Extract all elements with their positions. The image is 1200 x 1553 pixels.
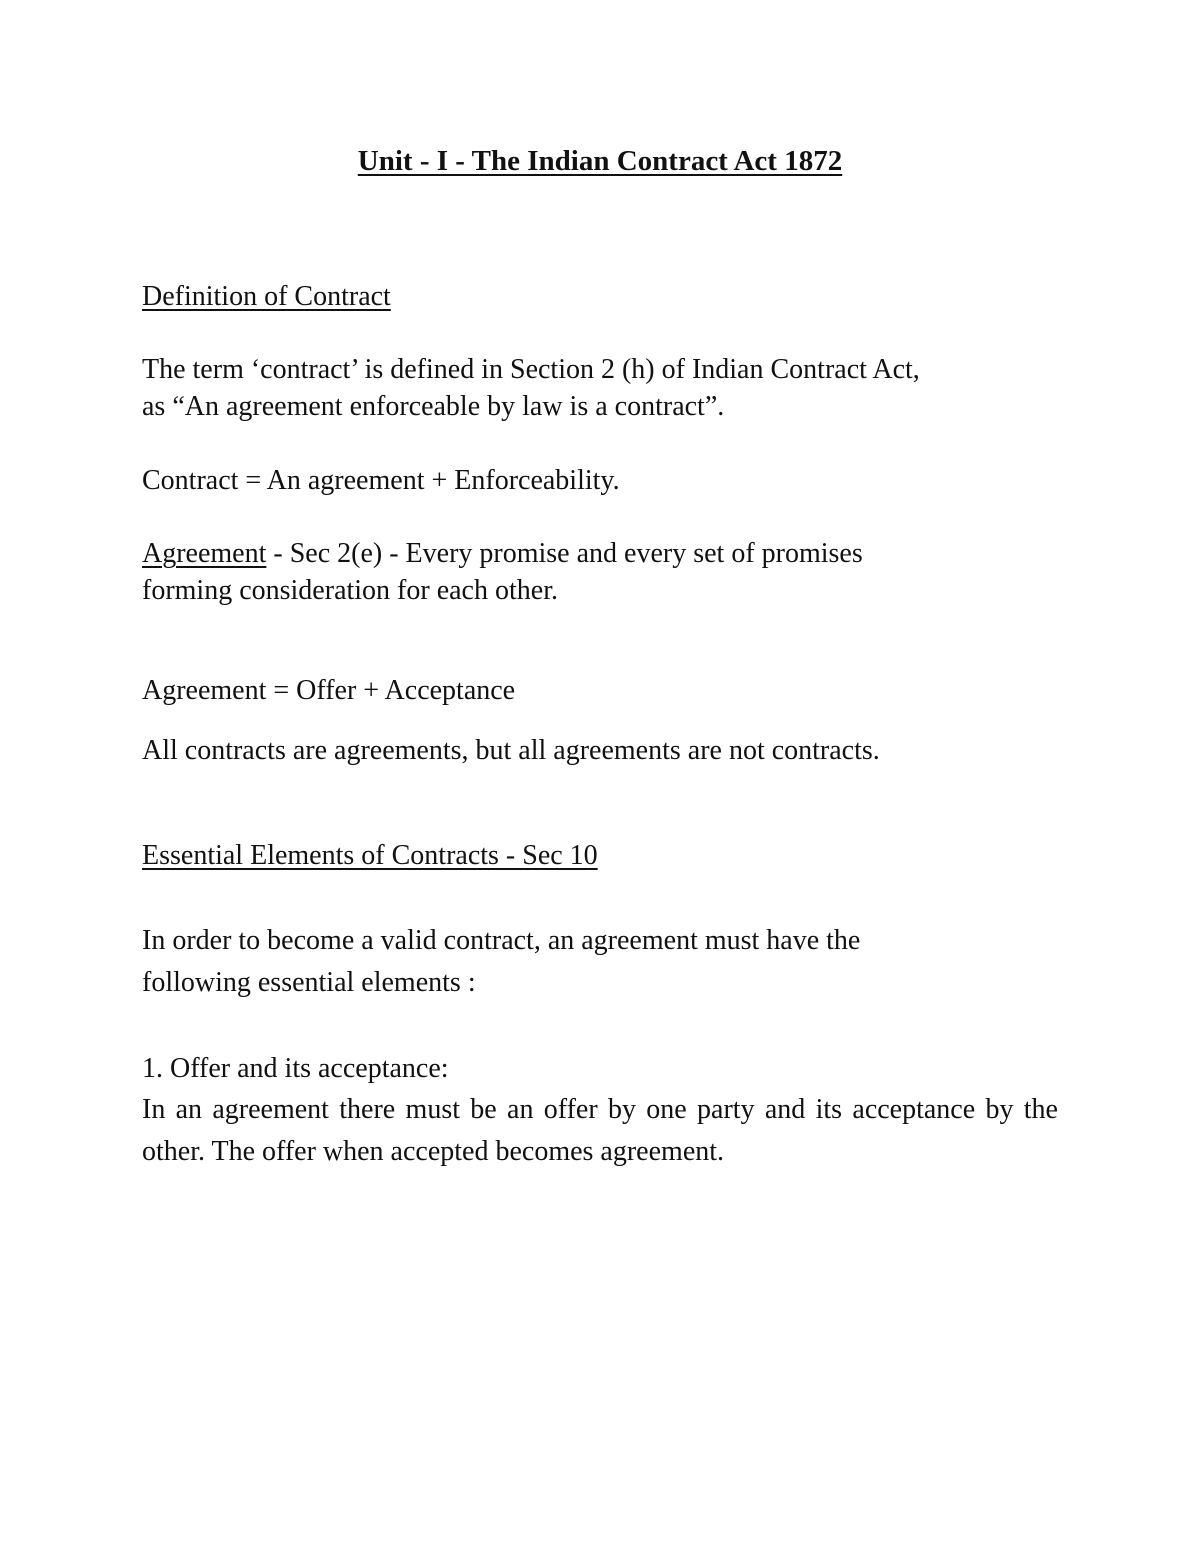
all-contracts-statement: All contracts are agreements, but all agreements are not contracts. bbox=[142, 735, 880, 766]
document-title bbox=[0, 142, 1200, 180]
definition-line-1: The term ‘contract’ is defined in Section 2 (h) of Indian Contract Act, bbox=[142, 354, 920, 385]
essential-intro bbox=[142, 920, 1058, 1004]
item-1-body: In an agreement there must be an offer by one party and its acceptance by the other. The offer when accepted becomes agreement. bbox=[142, 1094, 1058, 1167]
agreement-line-2: forming consideration for each other. bbox=[142, 575, 558, 606]
essential-elements-heading: Essential Elements of Contracts - Sec 10 bbox=[142, 840, 598, 871]
contract-formula: Contract = An agreement + Enforceability. bbox=[142, 465, 620, 496]
agreement-definition-text: - Sec 2(e) - Every promise and every set of promises bbox=[266, 538, 863, 569]
agreement-formula: Agreement = Offer + Acceptance bbox=[142, 675, 516, 706]
definition-paragraph bbox=[142, 351, 1058, 425]
agreement-line-1 bbox=[142, 535, 1058, 572]
definition-line-2: as “An agreement enforceable by law is a contract”. bbox=[142, 391, 725, 422]
agreement-definition bbox=[142, 535, 1058, 609]
definition-heading: Definition of Contract bbox=[142, 281, 391, 312]
agreement-term: Agreement bbox=[142, 538, 267, 569]
essential-intro-line-1: In order to become a valid contract, an agreement must have the bbox=[142, 925, 861, 956]
item-1-heading: 1. Offer and its acceptance: bbox=[142, 1053, 449, 1084]
document-title-text: Unit - I - The Indian Contract Act 1872 bbox=[357, 145, 843, 177]
essential-intro-line-2: following essential elements : bbox=[142, 967, 476, 998]
